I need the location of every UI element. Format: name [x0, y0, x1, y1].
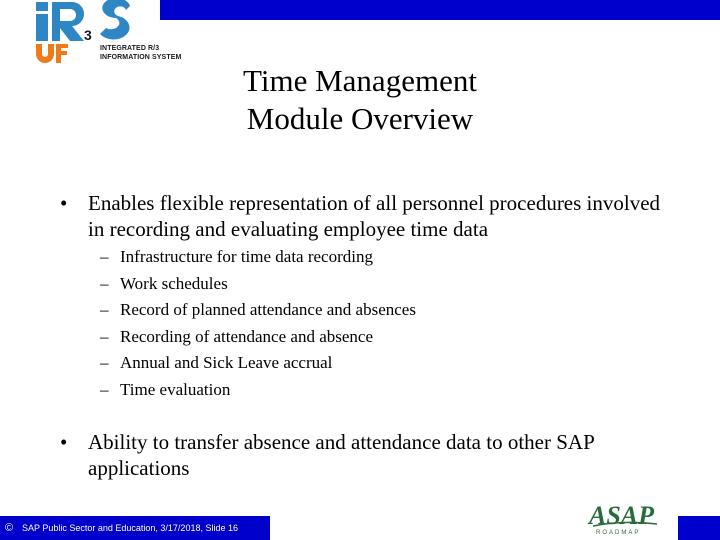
- title-line1: Time Management: [243, 63, 477, 98]
- dash-marker: –: [100, 300, 109, 319]
- asap-text: ASAP: [589, 501, 655, 530]
- bullet-2-text: Ability to transfer absence and attendance data to other SAP applications: [88, 430, 594, 480]
- footer-text: SAP Public Sector and Education, 3/17/2018, Slide 16: [22, 523, 238, 533]
- list-item-label: Annual and Sick Leave accrual: [120, 353, 333, 372]
- dash-marker: –: [100, 326, 109, 346]
- list-item-label: Record of planned attendance and absences: [120, 300, 416, 319]
- dash-marker: –: [100, 379, 109, 399]
- list-item-label: Work schedules: [120, 273, 228, 293]
- footer-right-bar: [678, 516, 720, 540]
- logo-line1: INTEGRATED R/3: [100, 45, 160, 52]
- bullet-dot: •: [60, 430, 68, 454]
- bullet-dot: •: [60, 191, 68, 215]
- slide-title: [0, 62, 720, 138]
- footer-bar: [0, 516, 270, 540]
- asap-logo-graphic: [585, 496, 661, 530]
- top-bar: [160, 0, 720, 20]
- dash-marker: –: [100, 247, 109, 266]
- svg-text:3: 3: [84, 27, 92, 43]
- list-item-label: Time evaluation: [120, 379, 231, 399]
- dash-marker: –: [100, 273, 109, 293]
- logo-line2: INFORMATION SYSTEM: [100, 54, 182, 61]
- iris-logo: [34, 0, 182, 66]
- list-item-label: Infrastructure for time data recording: [120, 247, 373, 266]
- dash-marker: –: [100, 353, 109, 372]
- bullet-1-text: Enables flexible representation of all personnel procedures involved in recording and evaluating employee time data: [88, 191, 661, 241]
- copyright-symbol: ©: [5, 522, 14, 534]
- asap-subtext: ROADMAP: [596, 530, 641, 536]
- title-line2: Module Overview: [246, 101, 474, 136]
- list-item-label: Recording of attendance and absence: [120, 326, 373, 346]
